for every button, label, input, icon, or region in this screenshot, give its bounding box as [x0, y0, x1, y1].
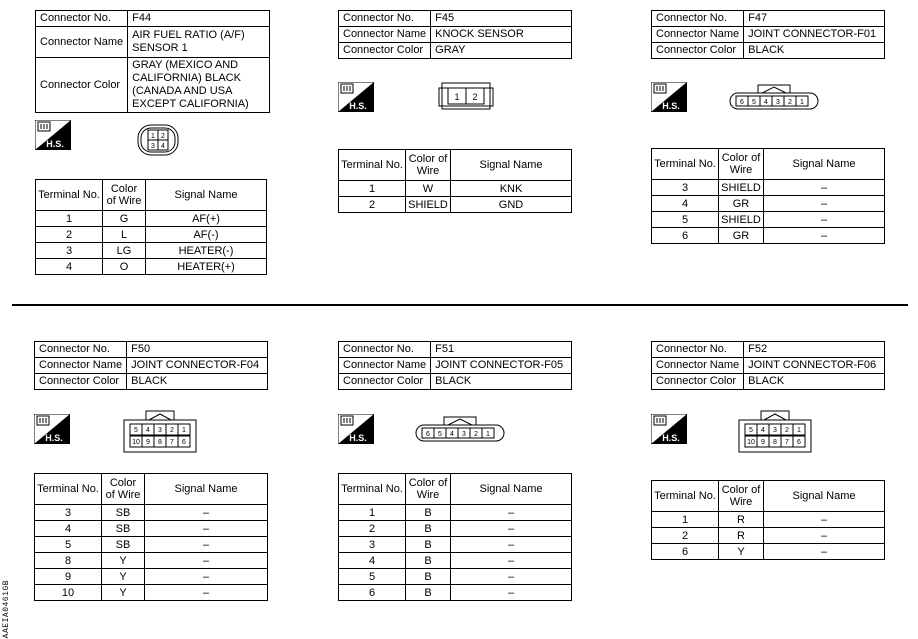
connector-name: JOINT CONNECTOR-F04: [127, 358, 268, 374]
svg-text:5: 5: [749, 427, 753, 434]
pin-label: 4: [161, 143, 165, 150]
connector-f50-info: [34, 341, 268, 390]
col-signal-name: Signal Name: [451, 150, 572, 181]
svg-text:4: 4: [764, 99, 768, 106]
col-terminal-no: Terminal No.: [652, 481, 719, 512]
table-row: 2 SHIELD GND: [339, 197, 572, 213]
hs-badge-label: H.S.: [46, 139, 64, 149]
table-row: 3 SHIELD –: [652, 180, 885, 196]
table-row: 4 GR –: [652, 196, 885, 212]
svg-text:5: 5: [134, 427, 138, 434]
connector-no: F47: [744, 11, 885, 27]
connector-no: F52: [744, 342, 885, 358]
svg-text:H.S.: H.S.: [349, 101, 367, 111]
table-row: 5 SHIELD –: [652, 212, 885, 228]
col-terminal-no: Terminal No.: [36, 180, 103, 211]
svg-text:4: 4: [761, 427, 765, 434]
svg-text:7: 7: [170, 439, 174, 446]
terminal-table-f52: [651, 480, 885, 560]
connector-name: JOINT CONNECTOR-F01: [744, 27, 885, 43]
svg-text:10: 10: [132, 439, 140, 446]
connector-f51-face-icon: [414, 414, 506, 444]
label-connector-no: Connector No.: [652, 342, 744, 358]
col-signal-name: Signal Name: [451, 474, 572, 505]
svg-text:1: 1: [800, 99, 804, 106]
svg-text:6: 6: [182, 439, 186, 446]
connector-f52-info: [651, 341, 885, 390]
svg-text:10: 10: [747, 439, 755, 446]
table-row: 5 B –: [339, 569, 572, 585]
connector-f44-info: [35, 10, 270, 113]
svg-text:3: 3: [773, 427, 777, 434]
svg-text:H.S.: H.S.: [45, 433, 63, 443]
table-row: 3 SB –: [35, 505, 268, 521]
svg-text:2: 2: [785, 427, 789, 434]
table-row: 2 B –: [339, 521, 572, 537]
svg-text:6: 6: [740, 99, 744, 106]
hs-badge-icon: [338, 82, 374, 112]
connector-color: BLACK: [431, 374, 572, 390]
label-connector-color: Connector Color: [652, 374, 744, 390]
label-connector-no: Connector No.: [36, 11, 128, 27]
svg-text:2: 2: [170, 427, 174, 434]
col-color-of-wire: Color of Wire: [719, 481, 764, 512]
col-signal-name: Signal Name: [145, 474, 268, 505]
table-row: 1 G AF(+): [36, 211, 267, 227]
table-row: 3 B –: [339, 537, 572, 553]
connector-f47-face-icon: [728, 82, 820, 112]
svg-text:8: 8: [158, 439, 162, 446]
col-terminal-no: Terminal No.: [35, 474, 102, 505]
label-connector-name: Connector Name: [339, 358, 431, 374]
label-connector-no: Connector No.: [339, 342, 431, 358]
table-row: 3 LG HEATER(-): [36, 243, 267, 259]
connector-color: BLACK: [127, 374, 268, 390]
label-connector-name: Connector Name: [652, 358, 744, 374]
col-terminal-no: Terminal No.: [339, 150, 406, 181]
terminal-table-f50: [34, 473, 268, 601]
connector-name: AIR FUEL RATIO (A/F) SENSOR 1: [128, 27, 270, 58]
connector-no: F50: [127, 342, 268, 358]
pin-label: 2: [161, 133, 165, 140]
table-row: 9 Y –: [35, 569, 268, 585]
col-color-of-wire: Color of Wire: [103, 180, 146, 211]
col-color-of-wire: Color of Wire: [406, 150, 451, 181]
col-terminal-no: Terminal No.: [652, 149, 719, 180]
connector-f52-face-icon: [737, 408, 813, 454]
label-connector-name: Connector Name: [339, 27, 431, 43]
svg-text:6: 6: [426, 431, 430, 438]
table-row: 8 Y –: [35, 553, 268, 569]
col-color-of-wire: Color of Wire: [719, 149, 764, 180]
connector-f44-face-icon: [135, 120, 181, 158]
section-divider: [12, 304, 908, 306]
svg-text:3: 3: [462, 431, 466, 438]
col-signal-name: Signal Name: [764, 149, 885, 180]
col-color-of-wire: Color of Wire: [102, 474, 145, 505]
connector-name: KNOCK SENSOR: [431, 27, 572, 43]
label-connector-name: Connector Name: [652, 27, 744, 43]
col-terminal-no: Terminal No.: [339, 474, 406, 505]
label-connector-color: Connector Color: [339, 43, 431, 59]
label-connector-color: Connector Color: [36, 58, 128, 113]
table-row: 10 Y –: [35, 585, 268, 601]
svg-text:2: 2: [788, 99, 792, 106]
table-row: 1 W KNK: [339, 181, 572, 197]
table-row: 4 O HEATER(+): [36, 259, 267, 275]
hs-badge-icon: [34, 414, 70, 444]
svg-text:9: 9: [761, 439, 765, 446]
pin-label: 1: [151, 133, 155, 140]
figure-id: AAEIA0461GB: [2, 580, 11, 639]
hs-badge-icon: [35, 120, 71, 150]
svg-text:2: 2: [474, 431, 478, 438]
label-connector-no: Connector No.: [652, 11, 744, 27]
col-signal-name: Signal Name: [146, 180, 267, 211]
hs-badge-icon: [651, 82, 687, 112]
table-row: 2 R –: [652, 528, 885, 544]
table-row: 1 R –: [652, 512, 885, 528]
table-row: 1 B –: [339, 505, 572, 521]
connector-color: BLACK: [744, 374, 885, 390]
terminal-table-f51: [338, 473, 572, 601]
pin-label: 3: [151, 143, 155, 150]
connector-f45-face-icon: [437, 80, 495, 110]
connector-color: GRAY: [431, 43, 572, 59]
label-connector-name: Connector Name: [35, 358, 127, 374]
svg-text:H.S.: H.S.: [662, 101, 680, 111]
connector-color: BLACK: [744, 43, 885, 59]
svg-text:H.S.: H.S.: [349, 433, 367, 443]
svg-text:4: 4: [450, 431, 454, 438]
label-connector-no: Connector No.: [339, 11, 431, 27]
connector-no: F45: [431, 11, 572, 27]
table-row: 6 GR –: [652, 228, 885, 244]
col-signal-name: Signal Name: [764, 481, 885, 512]
svg-text:2: 2: [472, 92, 478, 102]
connector-f50-face-icon: [122, 408, 198, 454]
terminal-table-f45: [338, 149, 572, 213]
col-color-of-wire: Color of Wire: [406, 474, 451, 505]
svg-text:1: 1: [182, 427, 186, 434]
label-connector-color: Connector Color: [339, 374, 431, 390]
svg-text:1: 1: [486, 431, 490, 438]
connector-f45-info: [338, 10, 572, 59]
svg-text:6: 6: [797, 439, 801, 446]
svg-text:1: 1: [797, 427, 801, 434]
label-connector-name: Connector Name: [36, 27, 128, 58]
terminal-table-f44: [35, 179, 267, 275]
connector-name: JOINT CONNECTOR-F06: [744, 358, 885, 374]
terminal-table-f47: [651, 148, 885, 244]
svg-text:5: 5: [752, 99, 756, 106]
svg-text:8: 8: [773, 439, 777, 446]
label-connector-no: Connector No.: [35, 342, 127, 358]
connector-f51-info: [338, 341, 572, 390]
connector-f47-info: [651, 10, 885, 59]
connector-name: JOINT CONNECTOR-F05: [431, 358, 572, 374]
table-row: 6 Y –: [652, 544, 885, 560]
connector-color: GRAY (MEXICO AND CALIFORNIA) BLACK (CANADA AND USA EXCEPT CALIFORNIA): [128, 58, 270, 113]
table-row: 2 L AF(-): [36, 227, 267, 243]
label-connector-color: Connector Color: [35, 374, 127, 390]
table-row: 5 SB –: [35, 537, 268, 553]
connector-no: F51: [431, 342, 572, 358]
svg-text:H.S.: H.S.: [662, 433, 680, 443]
label-connector-color: Connector Color: [652, 43, 744, 59]
svg-text:3: 3: [158, 427, 162, 434]
svg-text:3: 3: [776, 99, 780, 106]
connector-no: F44: [128, 11, 270, 27]
svg-text:5: 5: [438, 431, 442, 438]
svg-text:1: 1: [454, 92, 460, 102]
hs-badge-icon: [651, 414, 687, 444]
svg-text:9: 9: [146, 439, 150, 446]
table-row: 4 SB –: [35, 521, 268, 537]
table-row: 4 B –: [339, 553, 572, 569]
table-row: 6 B –: [339, 585, 572, 601]
svg-text:7: 7: [785, 439, 789, 446]
svg-text:4: 4: [146, 427, 150, 434]
hs-badge-icon: [338, 414, 374, 444]
